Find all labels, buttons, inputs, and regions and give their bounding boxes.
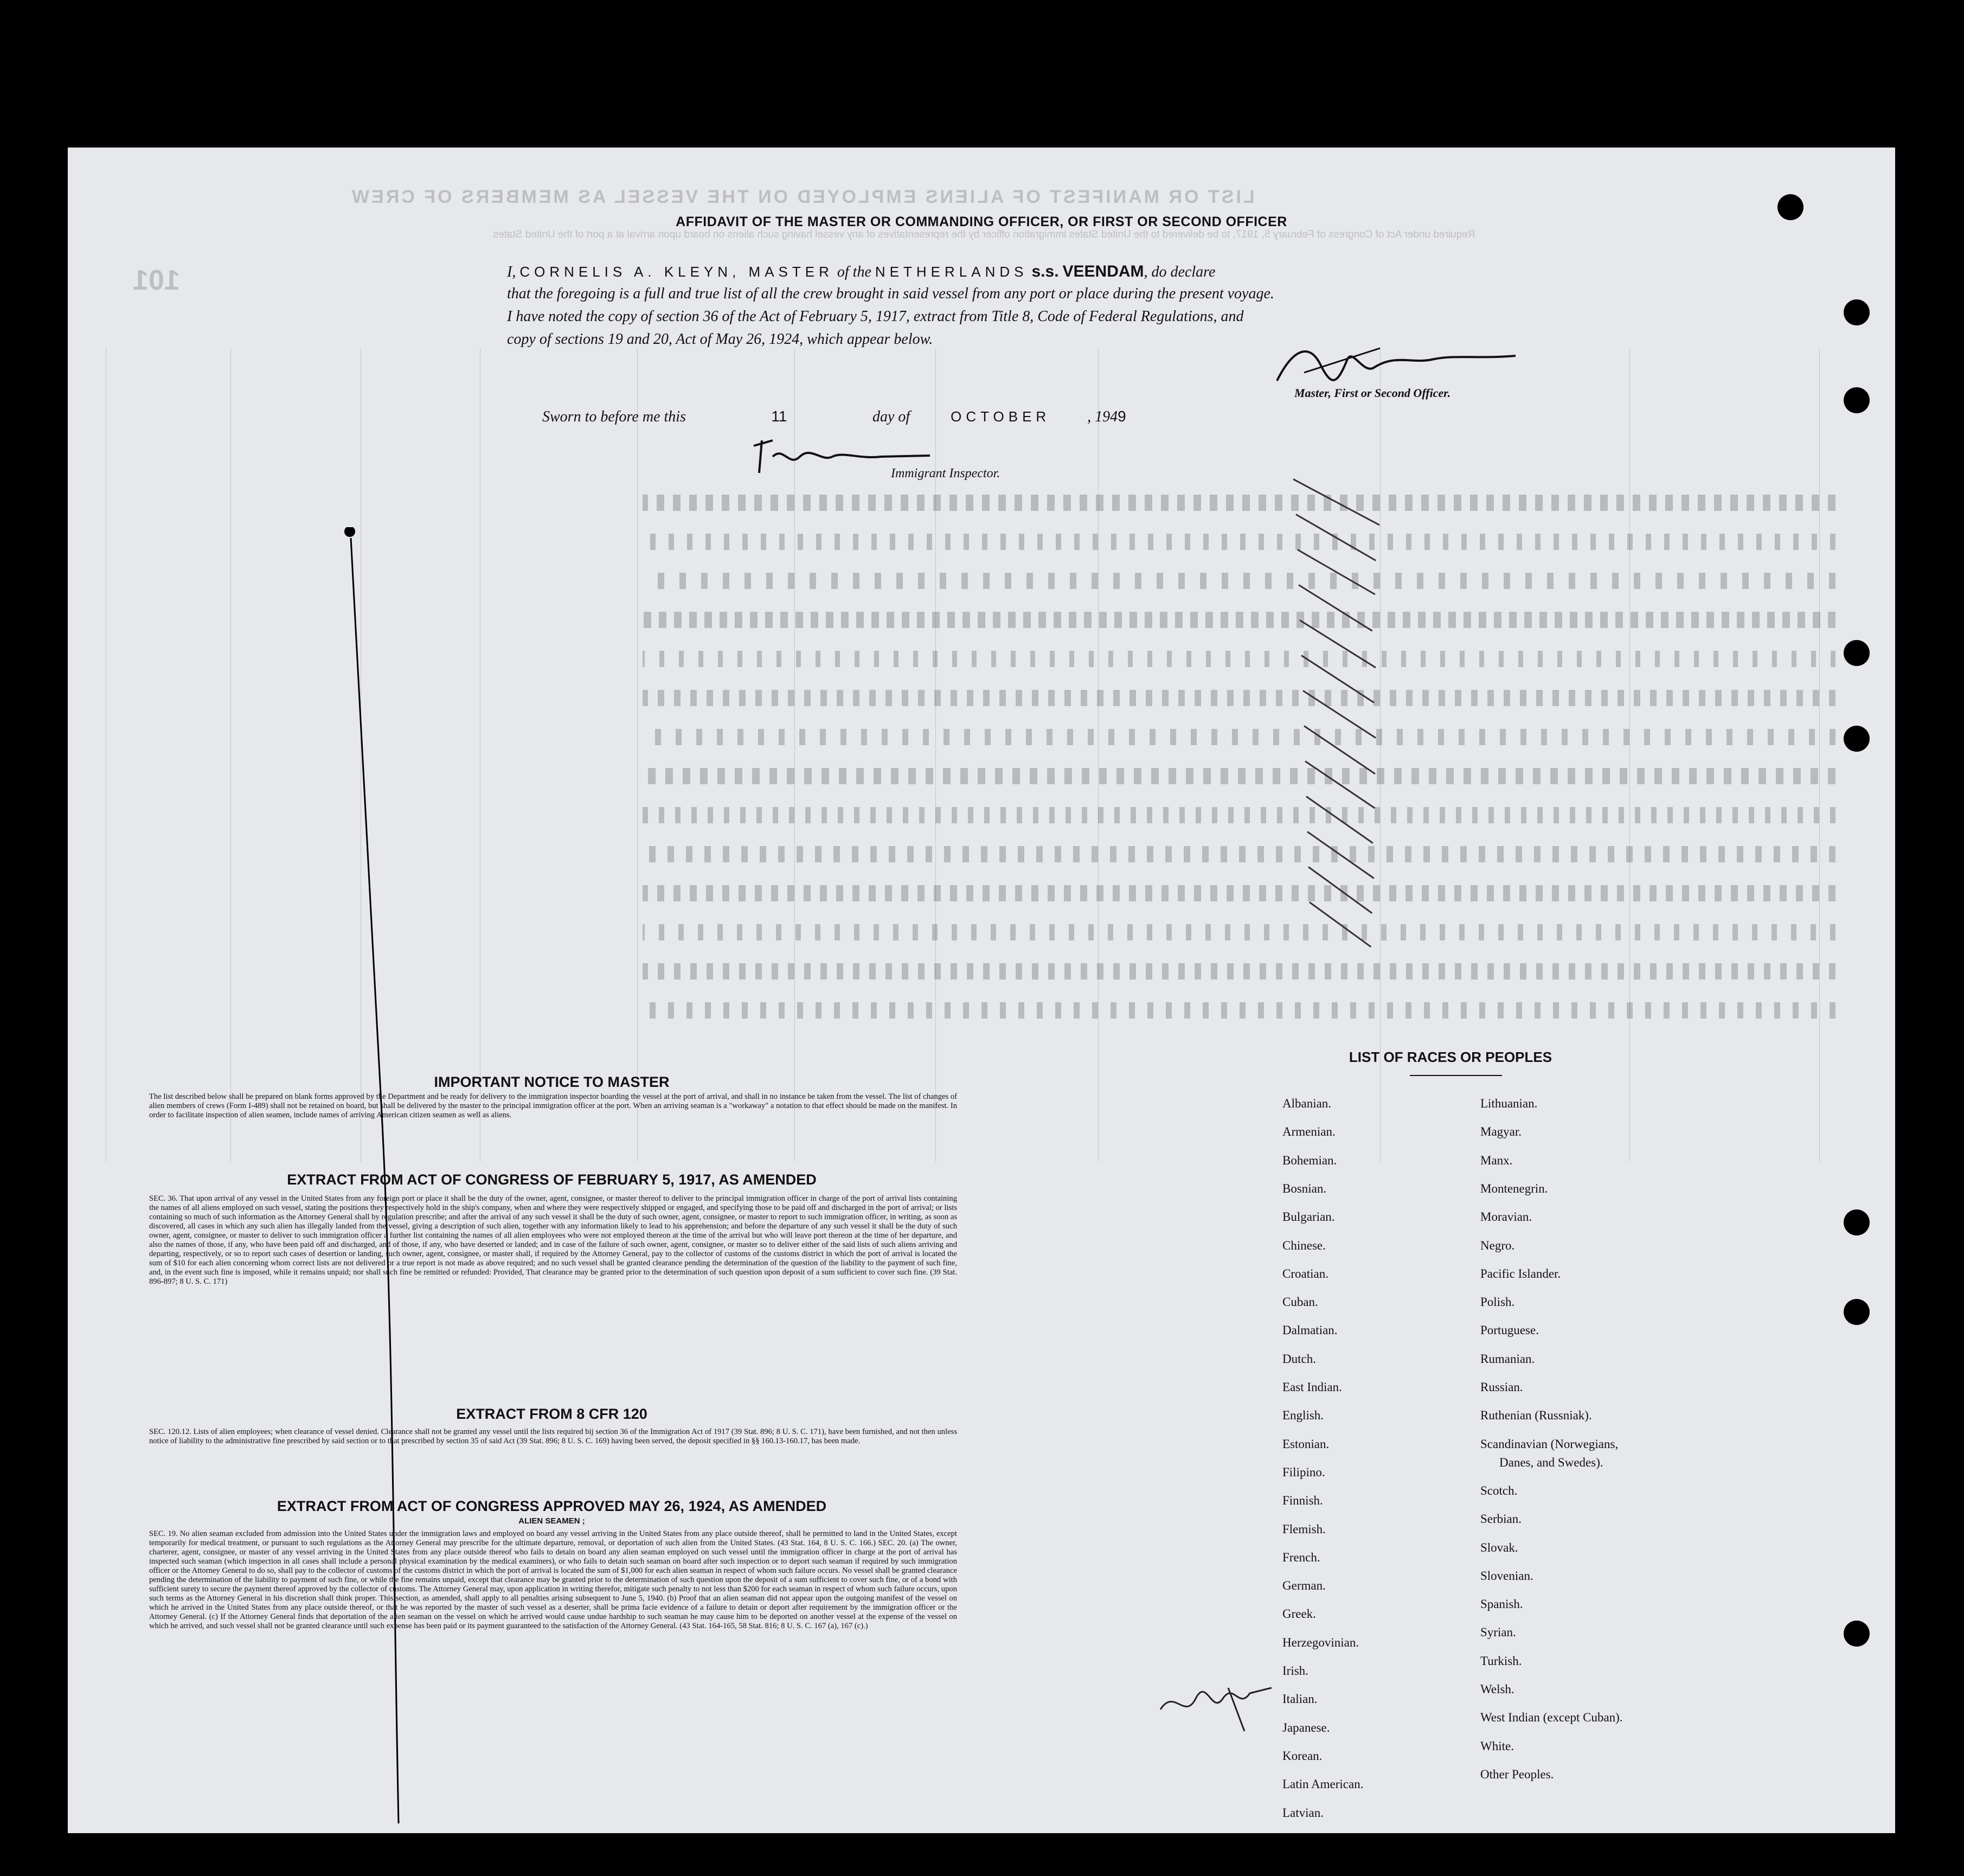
punch-hole xyxy=(1844,387,1870,413)
signature-caption: Master, First or Second Officer. xyxy=(1294,386,1451,400)
race-item: Lithuanian. xyxy=(1480,1097,1538,1110)
punch-hole xyxy=(1844,299,1870,325)
race-item: Latin American. xyxy=(1282,1777,1364,1791)
race-item: Moravian. xyxy=(1480,1210,1532,1224)
race-item: Negro. xyxy=(1480,1238,1515,1252)
race-item: Rumanian. xyxy=(1480,1352,1535,1366)
race-item: Herzegovinian. xyxy=(1282,1635,1359,1649)
race-item: Japanese. xyxy=(1282,1720,1330,1734)
of-the-label: of the xyxy=(837,264,871,280)
extract-1924-subtitle: ALIEN SEAMEN ; xyxy=(518,1516,585,1526)
race-item: Polish. xyxy=(1480,1295,1515,1309)
notice-title: IMPORTANT NOTICE TO MASTER xyxy=(434,1074,670,1090)
punch-hole xyxy=(1844,1209,1870,1235)
sworn-line xyxy=(542,408,1126,426)
race-item: Scotch. xyxy=(1480,1483,1518,1497)
race-item: Greek. xyxy=(1282,1607,1316,1621)
master-name-handwritten: CORNELIS A. KLEYN, MASTER xyxy=(519,264,833,280)
punch-hole xyxy=(1844,1621,1870,1647)
punch-hole xyxy=(1844,640,1870,666)
race-item: Dalmatian. xyxy=(1282,1323,1338,1337)
affidavit-line-4: copy of sections 19 and 20, Act of May 26, 1924, which appear below. xyxy=(507,331,933,348)
sworn-month: OCTOBER xyxy=(951,408,1051,425)
extract-1917-title: EXTRACT FROM ACT OF CONGRESS OF FEBRUARY 5, 1917, AS AMENDED xyxy=(287,1171,817,1188)
race-item: Syrian. xyxy=(1480,1625,1516,1640)
affidavit-line-3: I have noted the copy of section 36 of the Act of February 5, 1917, extract from Title 8, Code of Federal Regulations, and xyxy=(507,308,1244,325)
manifest-sheet xyxy=(68,148,1895,1833)
race-item: Russian. xyxy=(1480,1380,1523,1394)
race-item: French. xyxy=(1282,1550,1320,1564)
race-item: White. xyxy=(1480,1739,1514,1753)
race-item: Pacific Islander. xyxy=(1480,1266,1561,1280)
race-item: Montenegrin. xyxy=(1480,1181,1548,1195)
race-item: Slovenian. xyxy=(1480,1568,1533,1583)
race-item: Italian. xyxy=(1282,1692,1318,1706)
sworn-year-digit: 9 xyxy=(1118,408,1126,425)
race-item: Latvian. xyxy=(1282,1805,1324,1820)
race-item: Other Peoples. xyxy=(1480,1767,1554,1781)
race-item: Bulgarian. xyxy=(1282,1210,1335,1224)
races-title-rule xyxy=(1410,1075,1502,1076)
race-item: Danes, and Swedes). xyxy=(1499,1455,1603,1469)
declare-label: , do declare xyxy=(1144,264,1216,280)
race-item: Flemish. xyxy=(1282,1522,1326,1536)
race-item: Korean. xyxy=(1282,1749,1323,1763)
race-item: Albanian. xyxy=(1282,1097,1332,1110)
race-item: German. xyxy=(1282,1579,1326,1593)
master-signature xyxy=(1272,343,1521,392)
extract-cfr-title: EXTRACT FROM 8 CFR 120 xyxy=(456,1406,647,1422)
affidavit-declaration-line xyxy=(507,262,1215,281)
handwritten-scribble xyxy=(1158,1666,1277,1737)
nationality-handwritten: NETHERLANDS xyxy=(875,264,1028,280)
race-item: Chinese. xyxy=(1282,1238,1326,1252)
races-title: LIST OF RACES OR PEOPLES xyxy=(1349,1049,1552,1065)
race-item: Dutch. xyxy=(1282,1352,1316,1366)
sworn-day: 11 xyxy=(771,408,787,425)
extract-cfr-body: SEC. 120.12. Lists of alien employees; when clearance of vessel denied. Clearance shall not be granted any vessel until the lists required bij section 36 of the Immigration Act of 1917 (39 Stat. 896; 8 U. S. C. 171), have been furnished, and not then unless notice of liability to the administrative fine prescribed by said section or to that prescribed by section 35 of said Act (39 Stat. 896; 8 U. S. C. 169) having been served, the deposit specified in §§ 160.13-160.17, has been made. xyxy=(149,1427,957,1445)
sworn-year-prefix: , 194 xyxy=(1087,408,1118,425)
punch-hole xyxy=(1844,726,1870,752)
bleedthrough-subheader: Required under Act of Congress of February 5, 1917, to be delivered to the United States immigration officer by the representatives of any vessel having such aliens on board upon arrival at a port of the United States xyxy=(493,229,1475,240)
race-item: Ruthenian (Russniak). xyxy=(1480,1408,1592,1423)
race-item: Finnish. xyxy=(1282,1494,1323,1508)
race-item: Estonian. xyxy=(1282,1437,1330,1451)
extract-1917-body: SEC. 36. That upon arrival of any vessel in the United States from any foreign port or place it shall be the duty of the owner, agent, consignee, or master thereof to deliver to the principal immigration officer in charge of the port of arrival lists containing the names of all aliens employed on such vessel, stating the positions they respectively hold in the ship's company, when and where they were respectively shipped or engaged, and specifying those to be paid off and discharged in the port of arrival; or lists containing so much of such information as the Attorney General shall by regulation prescribe; and after the arrival of any such vessel it shall be the duty of such owner, agent, consignee, or master to report to such immigration officer, in writing, as soon as discovered, all cases in which any such alien has illegally landed from the vessel, giving a description of such alien, together with any information likely to lead to his apprehension; and before the departure of any such vessel it shall be the duty of such owner, agent, consignee, or master to deliver to such immigration officer a further list containing the names of all alien employees who were not employed thereon at the time of the arrival but who will leave port thereon at the time of her departure, and also the names of those, if any, who have been paid off and discharged, and of those, if any, who have deserted or landed; and in case of the failure of such owner, agent, consignee, or master so to deliver either of the said lists of such aliens arriving and departing, respectively, or so to report such cases of desertion or landing, such owner, agent, consignee, or master shall, if required by the Attorney General, pay to the collector of customs of the customs district in which the port of arrival is located the sum of $10 for each alien concerning whom correct lists are not delivered or a true report is not made as above required; and no such vessel shall be granted clearance pending the determination of the question of the liability to the payment of such fine, and, in the event such fine is imposed, while it remains unpaid; nor shall such fine be remitted or refunded: Provided, That clearance may be granted prior to the determination of such question upon deposit of a sum sufficient to cover such fine. (39 Stat. 896-897; 8 U. S. C. 171) xyxy=(149,1194,957,1286)
race-item: Manx. xyxy=(1480,1153,1513,1167)
race-item: East Indian. xyxy=(1282,1380,1342,1394)
race-item: Serbian. xyxy=(1480,1512,1522,1526)
race-item: Turkish. xyxy=(1480,1654,1522,1668)
punch-hole xyxy=(1777,194,1803,220)
vessel-name: VEENDAM xyxy=(1062,262,1144,280)
race-item: Bosnian. xyxy=(1282,1181,1327,1195)
inspector-caption: Immigrant Inspector. xyxy=(891,466,1000,481)
affidavit-intro: I, xyxy=(507,264,516,280)
race-item: Cuban. xyxy=(1282,1295,1318,1309)
race-item: Bohemian. xyxy=(1282,1153,1337,1167)
notice-body: The list described below shall be prepared on blank forms approved by the Department and be ready for delivery to the immigration inspector boarding the vessel at the port of arrival, and shall in no instance be taken from the vessel. The list of changes of alien members of crews (Form I-489) shall not be retained on board, but shall be delivered by the master to the principal immigration officer at the port. When an arriving seaman is a "workaway" a notation to that effect should be made on the manifest. In order to facilitate inspection of alien seamen, include names of arriving American citizen seamen as well as aliens. xyxy=(149,1092,957,1119)
punch-hole xyxy=(1844,1299,1870,1325)
race-item: Filipino. xyxy=(1282,1465,1325,1479)
ss-label: s.s. xyxy=(1031,262,1059,280)
race-item: West Indian (except Cuban). xyxy=(1480,1711,1623,1725)
race-item: Spanish. xyxy=(1480,1597,1523,1611)
day-of-label: day of xyxy=(872,408,910,425)
race-item: Slovak. xyxy=(1480,1540,1518,1554)
race-item: Armenian. xyxy=(1282,1125,1336,1139)
race-item: Scandinavian (Norwegians, xyxy=(1480,1437,1619,1451)
race-item: English. xyxy=(1282,1408,1324,1423)
affidavit-title: AFFIDAVIT OF THE MASTER OR COMMANDING OFFICER, OR FIRST OR SECOND OFFICER xyxy=(676,214,1287,229)
race-item: Croatian. xyxy=(1282,1266,1328,1280)
race-item: Irish. xyxy=(1282,1664,1308,1677)
affidavit-line-2: that the foregoing is a full and true list of all the crew brought in said vessel from any port or place during the present voyage. xyxy=(507,285,1274,302)
race-item: Portuguese. xyxy=(1480,1323,1539,1337)
extract-1924-title: EXTRACT FROM ACT OF CONGRESS APPROVED MAY 26, 1924, AS AMENDED xyxy=(277,1498,827,1514)
extract-1924-body: SEC. 19. No alien seaman excluded from admission into the United States under the immigration laws and employed on board any vessel arriving in the United States from any place outside thereof, shall be permitted to land in the United States, except temporarily for medical treatment, or pursuant to such regulations as the Attorney General may prescribe for the ultimate departure, removal, or deportation of such alien from the United States. (43 Stat. 164, 8 U. S. C. 166.) SEC. 20. (a) The owner, charterer, agent, consignee, or master of any vessel arriving in the United States from any place outside thereof who fails to detain on board any alien seaman employed on such vessel until the immigration officer in charge at the port of arrival has inspected such seaman (which inspection in all cases shall include a personal physical examination by the medical examiners), or who fails to detain such seaman on board after such inspection or to deport such seaman if required by such immigration officer or the Attorney General to do so, shall pay to the collector of customs of the customs district in which the port of arrival is located the sum of $1,000 for each alien seaman in respect of whom such failure occurs. No vessel shall be granted clearance pending the determination of the liability to payment of such fine, or while the fine remains unpaid, except that clearance may be granted prior to the determination of such question upon the deposit of a sum sufficient to cover such fine, or of a bond with sufficient surety to secure the payment thereof approved by the collector of customs. The Attorney General may, upon application in writing therefor, mitigate such penalty to not less than $200 for each seaman in respect of whom such failure occurs, upon such terms as the Attorney General in his discretion shall think proper. This section, as amended, shall apply to all penalties arising subsequent to June 5, 1940. (b) Proof that an alien seaman did not appear upon the outgoing manifest of the vessel on which he arrived in the United States from any place outside thereof, or that he was reported by the master of such vessel as a deserter, shall be prima facie evidence of a failure to detain or deport after requirement by the immigration officer or the Attorney General. (c) If the Attorney General finds that deportation of the alien seaman on the vessel on which he arrived would cause undue hardship to such seaman he may cause him to be deported on another vessel at the expense of the vessel on which he arrived, and such vessel shall not be granted clearance until such expense has been paid or its payment guaranteed to the satisfaction of the Attorney General. (43 Stat. 164-165, 58 Stat. 816; 8 U. S. C. 167 (a), 167 (c).) xyxy=(149,1529,957,1630)
race-item: Magyar. xyxy=(1480,1125,1522,1139)
sworn-prefix: Sworn to before me this xyxy=(542,408,686,425)
bleedthrough-header: LIST OR MANIFEST OF ALIENS EMPLOYED ON THE VESSEL AS MEMBERS OF CREW xyxy=(350,187,1255,207)
race-item: Welsh. xyxy=(1480,1682,1514,1696)
bleedthrough-page-number: 101 xyxy=(133,265,180,296)
